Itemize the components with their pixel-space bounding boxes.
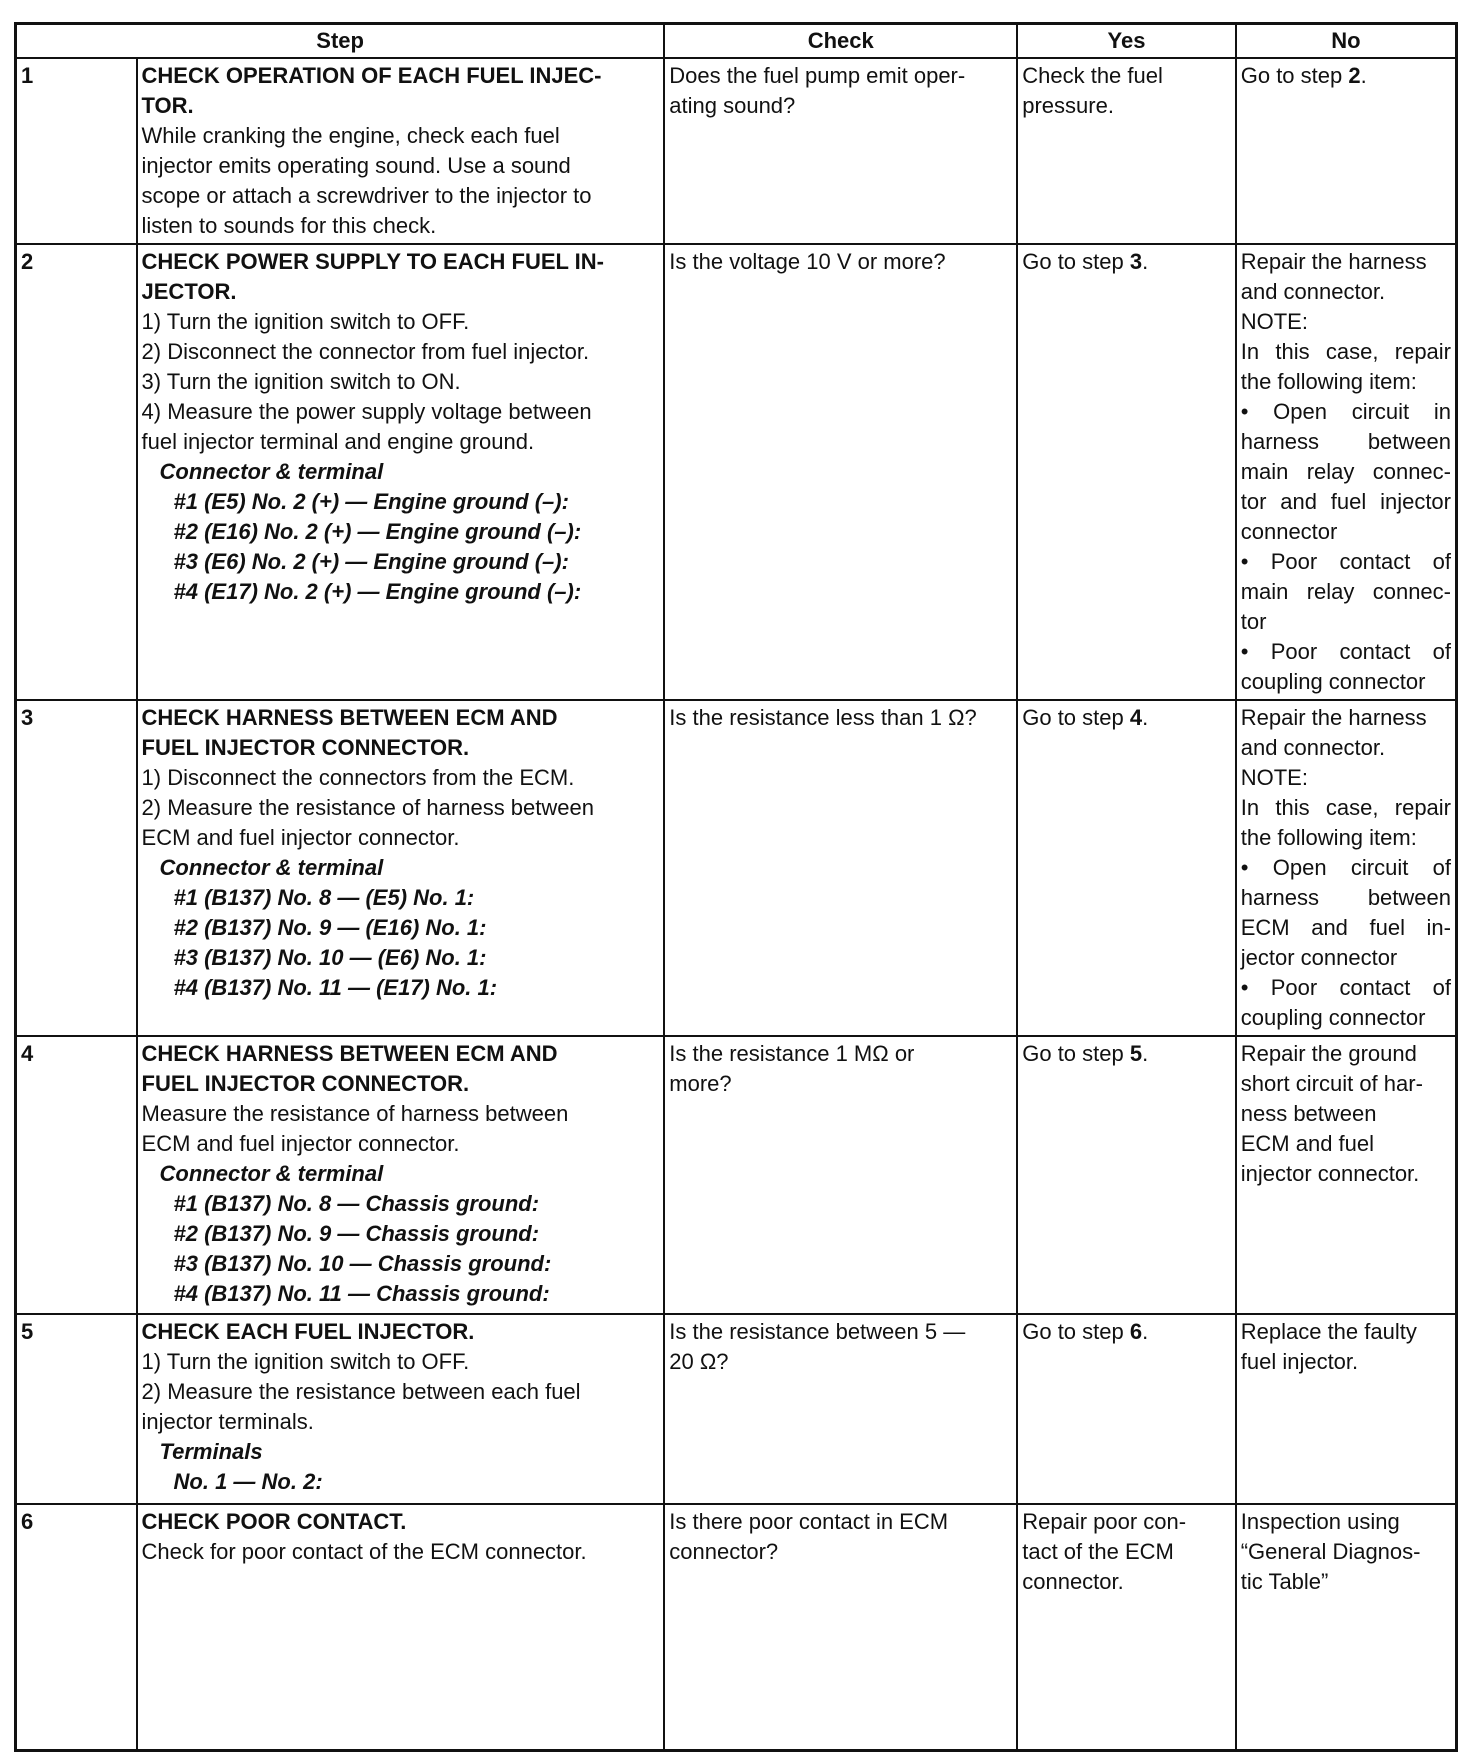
no-cell <box>1236 244 1457 700</box>
step-title: CHECK OPERATION OF EACH FUEL INJEC- <box>141 63 602 88</box>
header-row <box>16 24 1457 59</box>
no-text: fuel injector. <box>1240 1349 1359 1374</box>
step-text: While cranking the engine, check each fuel <box>141 123 560 148</box>
check-cell <box>664 1504 1017 1751</box>
step-number: 4 <box>16 1036 137 1314</box>
connector-item: #1 (B137) No. 8 — (E5) No. 1: <box>173 885 475 910</box>
yes-step-link[interactable]: 3 <box>1129 249 1143 274</box>
step-number: 5 <box>16 1314 137 1504</box>
check-cell <box>664 700 1017 1036</box>
check-text: ating sound? <box>669 93 796 118</box>
step-title: CHECK EACH FUEL INJECTOR. <box>141 1319 475 1344</box>
yes-step-link[interactable]: 6 <box>1129 1319 1143 1344</box>
connector-heading: Connector & terminal <box>159 1161 384 1186</box>
step-title: FUEL INJECTOR CONNECTOR. <box>141 1071 470 1096</box>
terminal-item: No. 1 — No. 2: <box>173 1469 323 1494</box>
no-text: Inspection using <box>1240 1509 1400 1534</box>
connector-item: #2 (E16) No. 2 (+) — Engine ground (–): <box>173 519 582 544</box>
check-text: more? <box>669 1071 732 1096</box>
no-text: the following item: <box>1240 825 1417 850</box>
no-cell <box>1236 1504 1457 1751</box>
connector-item: #2 (B137) No. 9 — (E16) No. 1: <box>173 915 487 940</box>
check-text: Is the resistance less than 1 Ω? <box>669 705 977 730</box>
step-title: JECTOR. <box>141 279 237 304</box>
check-cell <box>664 1036 1017 1314</box>
no-text: In this case, repair <box>1240 795 1451 820</box>
check-text: Is the voltage 10 V or more? <box>669 249 946 274</box>
step-title: CHECK HARNESS BETWEEN ECM AND <box>141 705 558 730</box>
step-text: fuel injector terminal and engine ground. <box>141 429 535 454</box>
diagnostic-table <box>14 22 1458 1752</box>
no-text: coupling connector <box>1240 1005 1426 1030</box>
no-text: Repair the ground <box>1240 1041 1417 1066</box>
step-text: ECM and fuel injector connector. <box>141 825 460 850</box>
connector-item: #3 (B137) No. 10 — Chassis ground: <box>173 1251 552 1276</box>
table-row <box>16 58 1457 244</box>
no-text: harness between <box>1240 429 1451 454</box>
step-description <box>137 1504 665 1751</box>
no-text: jector connector <box>1240 945 1398 970</box>
no-text: tic Table” <box>1240 1569 1329 1594</box>
connector-item: #4 (B137) No. 11 — Chassis ground: <box>173 1281 550 1306</box>
header-yes: Yes <box>1017 24 1236 59</box>
step-text: scope or attach a screwdriver to the injector to <box>141 183 592 208</box>
no-text: • Open circuit of <box>1240 855 1451 880</box>
yes-step-link[interactable]: 4 <box>1129 705 1143 730</box>
yes-cell <box>1017 1504 1236 1751</box>
no-cell <box>1236 58 1457 244</box>
no-text: ECM and fuel in- <box>1240 915 1451 940</box>
step-number: 1 <box>16 58 137 244</box>
no-text-suffix: . <box>1360 63 1367 88</box>
no-step-link[interactable]: 2 <box>1348 63 1361 88</box>
connector-item: #1 (E5) No. 2 (+) — Engine ground (–): <box>173 489 569 514</box>
no-text: Replace the faulty <box>1240 1319 1417 1344</box>
step-item: 3) Turn the ignition switch to ON. <box>141 369 461 394</box>
no-text: • Poor contact of <box>1240 549 1451 574</box>
header-check: Check <box>664 24 1017 59</box>
step-title: CHECK HARNESS BETWEEN ECM AND <box>141 1041 558 1066</box>
no-text: tor and fuel injector <box>1240 489 1451 514</box>
step-title: CHECK POWER SUPPLY TO EACH FUEL IN- <box>141 249 604 274</box>
yes-text: tact of the ECM <box>1022 1539 1174 1564</box>
yes-text-suffix: . <box>1142 1041 1149 1066</box>
step-text: injector terminals. <box>141 1409 314 1434</box>
table-row <box>16 1314 1457 1504</box>
header-no: No <box>1236 24 1457 59</box>
step-description <box>137 58 665 244</box>
step-item: 4) Measure the power supply voltage between <box>141 399 592 424</box>
no-text: Go to step <box>1240 63 1349 88</box>
no-text: connector <box>1240 519 1338 544</box>
header-step: Step <box>16 24 665 59</box>
no-text: In this case, repair <box>1240 339 1451 364</box>
note-label: NOTE: <box>1240 765 1308 790</box>
no-cell <box>1236 1314 1457 1504</box>
no-text: main relay connec- <box>1240 579 1451 604</box>
yes-cell <box>1017 58 1236 244</box>
no-cell <box>1236 700 1457 1036</box>
step-text: listen to sounds for this check. <box>141 213 437 238</box>
yes-cell <box>1017 1314 1236 1504</box>
check-text: 20 Ω? <box>669 1349 729 1374</box>
step-item: 1) Turn the ignition switch to OFF. <box>141 309 470 334</box>
step-description <box>137 1036 665 1314</box>
table-row <box>16 1036 1457 1314</box>
connector-heading: Connector & terminal <box>159 459 384 484</box>
step-text: Measure the resistance of harness between <box>141 1101 569 1126</box>
check-text: Is the resistance between 5 — <box>669 1319 966 1344</box>
step-item: 1) Turn the ignition switch to OFF. <box>141 1349 470 1374</box>
note-label: NOTE: <box>1240 309 1308 334</box>
no-text: and connector. <box>1240 735 1386 760</box>
no-text: main relay connec- <box>1240 459 1451 484</box>
no-cell <box>1236 1036 1457 1314</box>
no-text: • Open circuit in <box>1240 399 1451 424</box>
step-text: ECM and fuel injector connector. <box>141 1131 460 1156</box>
yes-text: pressure. <box>1022 93 1114 118</box>
check-cell <box>664 1314 1017 1504</box>
connector-item: #3 (B137) No. 10 — (E6) No. 1: <box>173 945 487 970</box>
yes-text: connector. <box>1022 1569 1124 1594</box>
step-item: 2) Disconnect the connector from fuel injector. <box>141 339 590 364</box>
step-text: Check for poor contact of the ECM connector. <box>141 1539 587 1564</box>
yes-text: Go to step <box>1022 1319 1130 1344</box>
connector-item: #1 (B137) No. 8 — Chassis ground: <box>173 1191 540 1216</box>
check-text: Is the resistance 1 MΩ or <box>669 1041 915 1066</box>
no-text: Repair the harness <box>1240 705 1427 730</box>
step-item: 1) Disconnect the connectors from the ECM. <box>141 765 575 790</box>
yes-text: Go to step <box>1022 1041 1130 1066</box>
connector-item: #2 (B137) No. 9 — Chassis ground: <box>173 1221 540 1246</box>
check-cell <box>664 244 1017 700</box>
no-text: short circuit of har- <box>1240 1071 1423 1096</box>
yes-text-suffix: . <box>1142 1319 1149 1344</box>
yes-cell <box>1017 700 1236 1036</box>
no-text: • Poor contact of <box>1240 639 1451 664</box>
step-title: FUEL INJECTOR CONNECTOR. <box>141 735 470 760</box>
yes-text: Go to step <box>1022 249 1130 274</box>
step-number: 6 <box>16 1504 137 1751</box>
terminals-heading: Terminals <box>159 1439 263 1464</box>
no-text: • Poor contact of <box>1240 975 1451 1000</box>
table-row <box>16 1504 1457 1751</box>
yes-text-suffix: . <box>1142 249 1149 274</box>
step-title: CHECK POOR CONTACT. <box>141 1509 407 1534</box>
no-text: and connector. <box>1240 279 1386 304</box>
step-description <box>137 244 665 700</box>
check-text: Is there poor contact in ECM <box>669 1509 949 1534</box>
no-text: Repair the harness <box>1240 249 1427 274</box>
step-description <box>137 1314 665 1504</box>
no-text: tor <box>1240 609 1267 634</box>
connector-heading: Connector & terminal <box>159 855 384 880</box>
step-item: 2) Measure the resistance of harness between <box>141 795 594 820</box>
check-cell <box>664 58 1017 244</box>
connector-item: #4 (B137) No. 11 — (E17) No. 1: <box>173 975 498 1000</box>
table-row <box>16 244 1457 700</box>
no-text: harness between <box>1240 885 1451 910</box>
step-text: injector emits operating sound. Use a sound <box>141 153 571 178</box>
yes-cell <box>1017 1036 1236 1314</box>
connector-item: #3 (E6) No. 2 (+) — Engine ground (–): <box>173 549 569 574</box>
connector-item: #4 (E17) No. 2 (+) — Engine ground (–): <box>173 579 582 604</box>
no-text: ECM and fuel <box>1240 1131 1375 1156</box>
no-text: the following item: <box>1240 369 1417 394</box>
check-text: Does the fuel pump emit oper- <box>669 63 966 88</box>
yes-text-suffix: . <box>1142 705 1149 730</box>
step-item: 2) Measure the resistance between each fuel <box>141 1379 581 1404</box>
step-number: 3 <box>16 700 137 1036</box>
yes-text: Repair poor con- <box>1022 1509 1187 1534</box>
yes-text: Check the fuel <box>1022 63 1163 88</box>
step-description <box>137 700 665 1036</box>
table-row <box>16 700 1457 1036</box>
yes-cell <box>1017 244 1236 700</box>
no-text: “General Diagnos- <box>1240 1539 1421 1564</box>
yes-text: Go to step <box>1022 705 1130 730</box>
no-text: ness between <box>1240 1101 1377 1126</box>
no-text: coupling connector <box>1240 669 1426 694</box>
step-number: 2 <box>16 244 137 700</box>
check-text: connector? <box>669 1539 779 1564</box>
step-title: TOR. <box>141 93 194 118</box>
yes-step-link[interactable]: 5 <box>1129 1041 1143 1066</box>
no-text: injector connector. <box>1240 1161 1420 1186</box>
